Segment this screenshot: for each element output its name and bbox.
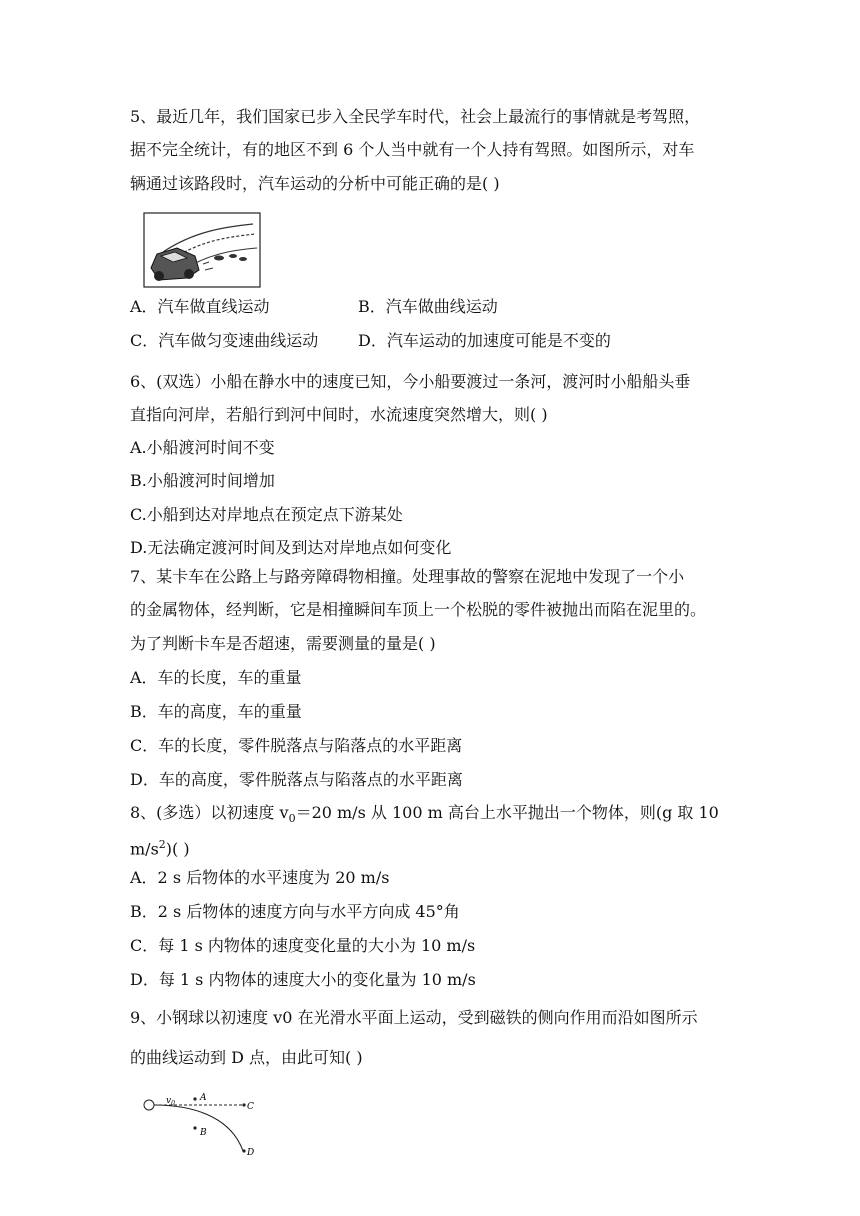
q8-line-2-end: )( ) [165, 839, 190, 859]
q5-option-d: D．汽车运动的加速度可能是不变的 [358, 331, 611, 350]
q5-line-3: 辆通过该路段时，汽车运动的分析中可能正确的是( ) [130, 174, 500, 193]
steel-ball [144, 1100, 154, 1110]
q7-option-b: B．车的高度，车的重量 [130, 702, 302, 721]
q9-line-1: 9、小钢球以初速度 v0 在光滑水平面上运动，受到磁铁的侧向作用而沿如图所示 [130, 1008, 698, 1027]
q9-line-2: 的曲线运动到 D 点，由此可知( ) [130, 1048, 363, 1067]
label-a: A [200, 1093, 207, 1103]
point-d-dot [242, 1149, 245, 1152]
point-b-dot [193, 1126, 196, 1129]
q7-option-c: C．车的长度，零件脱落点与陷落点的水平距离 [130, 736, 463, 755]
q8-option-a: A．2 s 后物体的水平速度为 20 m/s [130, 868, 390, 887]
q7-line-1: 7、某卡车在公路上与路旁障碍物相撞。处理事故的警察在泥地中发现了一个小 [130, 567, 685, 586]
q7-line-3: 为了判断卡车是否超速，需要测量的量是( ) [130, 634, 436, 653]
q5-option-c: C．汽车做匀变速曲线运动 [130, 331, 319, 350]
label-b: B [200, 1128, 207, 1138]
steel-ball-trajectory-figure [140, 1090, 280, 1162]
q8-line-1-start: 8、(多选）以初速度 v [130, 803, 289, 822]
v0-label: $v_0$ [166, 1096, 175, 1107]
q8-v0-subscript: 0 [288, 812, 296, 826]
q5-option-a: A．汽车做直线运动 [130, 297, 270, 316]
q6-option-c: C.小船到达对岸地点在预定点下游某处 [130, 505, 403, 524]
q6-option-b: B.小船渡河时间增加 [130, 471, 275, 490]
q7-line-2: 的金属物体，经判断，它是相撞瞬间车顶上一个松脱的零件被抛出而陷在泥里的。 [130, 600, 707, 619]
curved-trajectory [154, 1105, 243, 1151]
label-c: C [247, 1102, 254, 1112]
q6-line-2: 直指向河岸，若船行到河中间时，水流速度突然增大，则( ) [130, 405, 548, 424]
label-d: D [247, 1148, 255, 1158]
q6-line-1: 6、(双选）小船在静水中的速度已知，今小船要渡过一条河，渡河时小船船头垂 [130, 372, 691, 391]
q6-option-d: D.无法确定渡河时间及到达对岸地点如何变化 [130, 538, 452, 557]
q8-option-c: C．每 1 s 内物体的速度变化量的大小为 10 m/s [130, 936, 476, 955]
point-c-dot [242, 1103, 245, 1106]
q8-line-2-unit: m/s [130, 839, 159, 859]
q8-option-b: B．2 s 后物体的速度方向与水平方向成 45°角 [130, 902, 460, 921]
point-a-dot [193, 1097, 196, 1100]
q8-line-2 [130, 835, 190, 859]
car-road-figure [143, 212, 261, 288]
q5-option-b: B．汽车做曲线运动 [358, 297, 498, 316]
q7-option-a: A．车的长度，车的重量 [130, 668, 302, 687]
q8-line-1 [130, 803, 719, 829]
q6-option-a: A.小船渡河时间不变 [130, 438, 275, 457]
q8-option-d: D．每 1 s 内物体的速度大小的变化量为 10 m/s [130, 970, 476, 989]
q8-line-1-end: ＝20 m/s 从 100 m 高台上水平抛出一个物体，则(g 取 10 [295, 803, 719, 822]
q5-line-2: 据不完全统计，有的地区不到 6 个人当中就有一个人持有驾照。如图所示，对车 [130, 140, 695, 159]
q5-line-1: 5、最近几年，我们国家已步入全民学车时代，社会上最流行的事情就是考驾照， [130, 107, 701, 126]
q7-option-d: D．车的高度，零件脱落点与陷落点的水平距离 [130, 770, 463, 789]
q8-unit-superscript: 2 [158, 838, 166, 851]
